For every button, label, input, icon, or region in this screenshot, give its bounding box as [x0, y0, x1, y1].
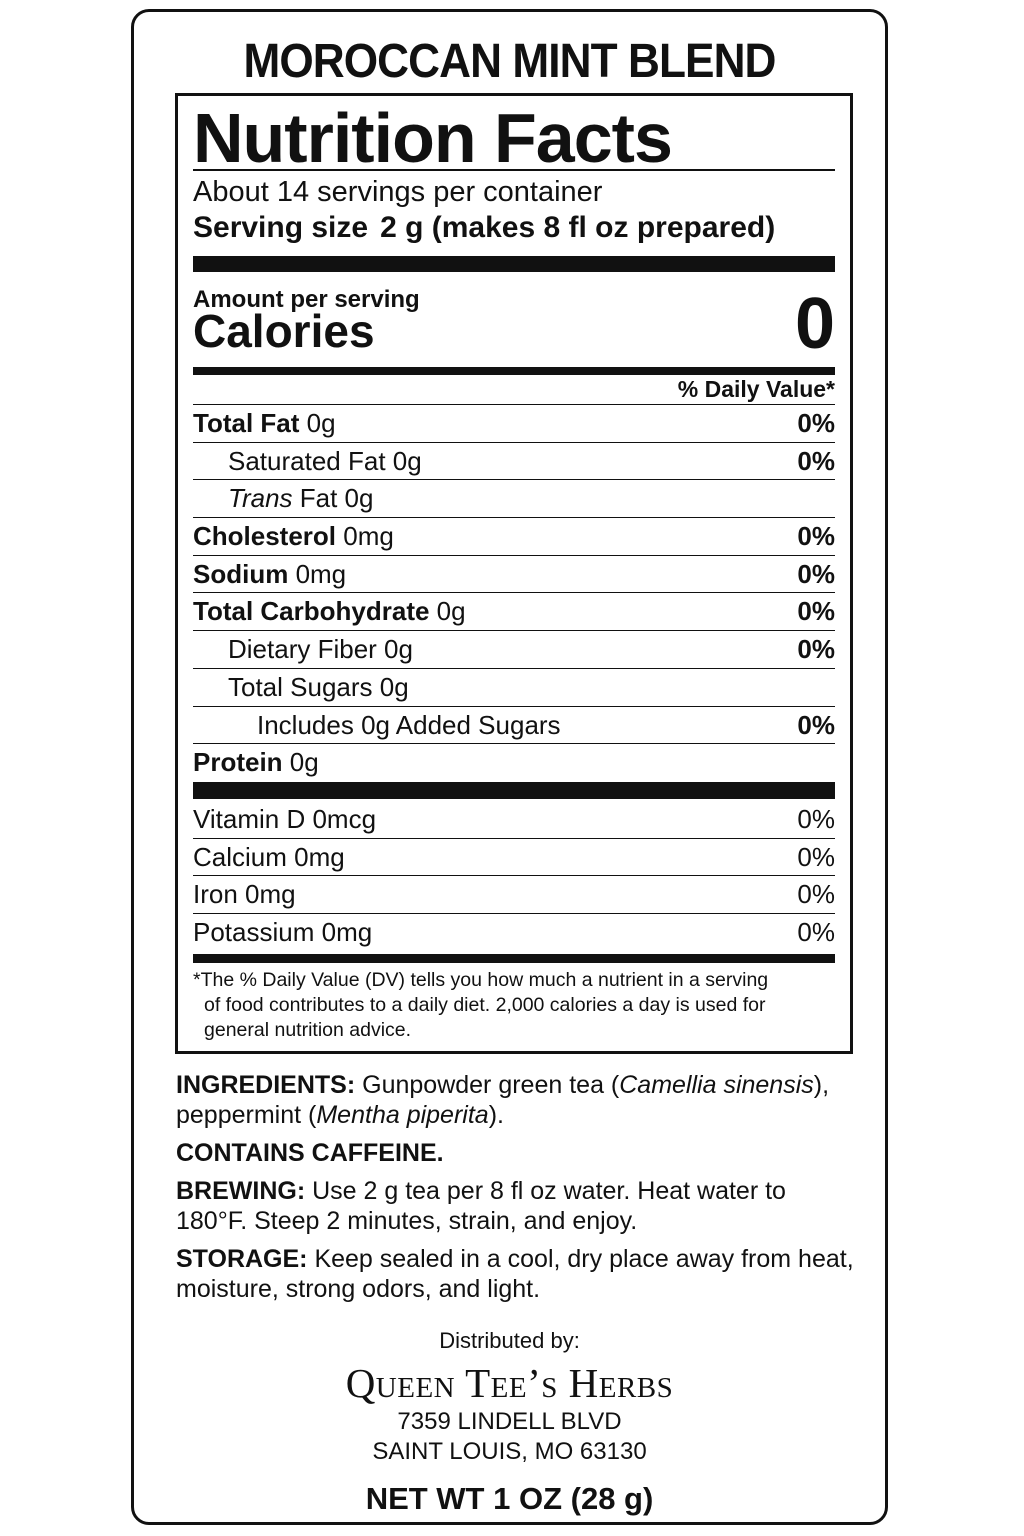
- calories-value: 0: [794, 284, 835, 364]
- footnote-line: of food contributes to a daily diet. 2,000 calories a day is used for: [204, 994, 766, 1016]
- nutrient-row-dietary-fiber: [193, 630, 835, 668]
- nutrient-row-total-carbohydrate: [193, 592, 835, 630]
- address-line-2: SAINT LOUIS, MO 63130: [372, 1438, 647, 1465]
- nutrient-name-italic: Trans: [228, 483, 293, 514]
- vitamin-list: [193, 801, 835, 951]
- latin-name: Mentha piperita: [316, 1101, 489, 1129]
- vitamin-name: Potassium 0mg: [193, 916, 373, 947]
- ingredients-text: ).: [488, 1101, 504, 1129]
- nutrient-percent: 0%: [797, 408, 835, 438]
- vitamin-name: Calcium 0mg: [193, 841, 345, 872]
- nutrient-amount: 0g: [299, 408, 336, 438]
- serving-size: [193, 211, 775, 245]
- nutrient-name: Cholesterol: [193, 521, 337, 552]
- nutrient-amount: 0mg: [336, 521, 394, 552]
- storage-text: Keep sealed in a cool, dry place away from heat, moisture, strong odors, and light.: [176, 1245, 854, 1303]
- ingredients-text: ), peppermint (: [176, 1071, 830, 1129]
- nutrient-amount: 0g: [429, 596, 466, 627]
- vitamin-name: Vitamin D 0mcg: [193, 804, 377, 834]
- brand-name: Queen Tee’s Herbs: [345, 1360, 674, 1406]
- nutrient-row-cholesterol: [193, 517, 835, 555]
- nutrition-facts-title: Nutrition Facts: [193, 99, 672, 177]
- nutrient-name: Protein: [193, 747, 283, 778]
- serving-size-label: Serving size: [193, 211, 369, 244]
- brewing-text: Use 2 g tea per 8 fl oz water. Heat water to 180°F. Steep 2 minutes, strain, and enjoy.: [176, 1177, 786, 1235]
- vitamin-row: [193, 876, 835, 914]
- footnote-line: *The % Daily Value (DV) tells you how much a nutrient in a serving: [193, 969, 769, 991]
- nutrient-row-trans-fat: [193, 479, 835, 517]
- caffeine-notice: CONTAINS CAFFEINE.: [176, 1139, 444, 1167]
- storage-label: STORAGE:: [176, 1245, 308, 1273]
- calories-label: Calories: [193, 305, 375, 357]
- nutrient-name: Total Carbohydrate: [193, 596, 430, 627]
- vitamin-row: [193, 801, 835, 839]
- nutrient-name: Dietary Fiber 0g: [228, 634, 413, 665]
- nutrient-row-saturated-fat: [193, 442, 835, 480]
- amount-per-serving: Amount per serving: [193, 286, 420, 313]
- nutrition-facts-panel: [175, 93, 853, 1054]
- daily-value-header: % Daily Value*: [677, 376, 835, 402]
- nutrient-percent: 0%: [797, 558, 835, 589]
- daily-value-footnote: [193, 968, 835, 1043]
- medium-divider: [193, 954, 835, 963]
- ingredients-label: INGREDIENTS:: [176, 1071, 356, 1099]
- nutrient-percent: 0%: [797, 445, 835, 476]
- nutrient-row-protein: [193, 743, 835, 781]
- latin-name: Camellia sinensis: [619, 1071, 814, 1099]
- ingredients-text: Gunpowder green tea (: [355, 1071, 620, 1099]
- net-weight: NET WT 1 OZ (28 g): [365, 1481, 654, 1516]
- brewing-instructions: [176, 1176, 855, 1236]
- nutrient-name: Fat 0g: [292, 483, 374, 514]
- nutrient-name: Saturated Fat 0g: [228, 445, 422, 476]
- ingredients-statement: [176, 1070, 855, 1130]
- vitamin-percent: 0%: [797, 841, 835, 872]
- nutrient-amount: 0mg: [288, 558, 347, 589]
- serving-size-value: 2 g (makes 8 fl oz prepared): [380, 211, 776, 244]
- nutrient-percent: 0%: [797, 634, 835, 665]
- divider: [193, 169, 835, 171]
- nutrient-row-total-sugars: [193, 668, 835, 706]
- medium-divider: [193, 367, 835, 375]
- footnote-line: general nutrition advice.: [204, 1019, 412, 1041]
- nutrient-name: Sodium: [193, 558, 289, 589]
- nutrient-row-total-fat: [193, 404, 835, 442]
- nutrient-percent: 0%: [797, 596, 835, 627]
- thick-divider: [193, 256, 835, 272]
- nutrient-percent: 0%: [797, 709, 835, 740]
- nutrient-list: [193, 404, 835, 781]
- vitamin-name: Iron 0mg: [193, 879, 296, 909]
- nutrient-name: Total Sugars 0g: [228, 671, 409, 702]
- nutrient-row-sodium: [193, 555, 835, 593]
- product-info: [176, 1070, 855, 1312]
- thick-divider: [193, 782, 835, 799]
- vitamin-percent: 0%: [797, 916, 835, 947]
- address-line-1: 7359 LINDELL BLVD: [397, 1408, 622, 1435]
- vitamin-row: [193, 914, 835, 952]
- brewing-label: BREWING:: [176, 1177, 306, 1205]
- nutrient-name: Total Fat: [193, 408, 300, 438]
- vitamin-row: [193, 839, 835, 877]
- vitamin-percent: 0%: [797, 804, 835, 834]
- product-label: [131, 9, 888, 1525]
- nutrient-row-added-sugars: [193, 706, 835, 744]
- nutrient-percent: 0%: [797, 521, 835, 552]
- nutrient-amount: 0g: [282, 747, 319, 778]
- distributed-by-label: Distributed by:: [439, 1328, 580, 1353]
- vitamin-percent: 0%: [797, 879, 835, 909]
- nutrient-name: Includes 0g Added Sugars: [257, 709, 561, 740]
- servings-per-container: About 14 servings per container: [193, 176, 603, 208]
- storage-instructions: [176, 1244, 855, 1304]
- product-name: MOROCCAN MINT BLEND: [243, 35, 776, 88]
